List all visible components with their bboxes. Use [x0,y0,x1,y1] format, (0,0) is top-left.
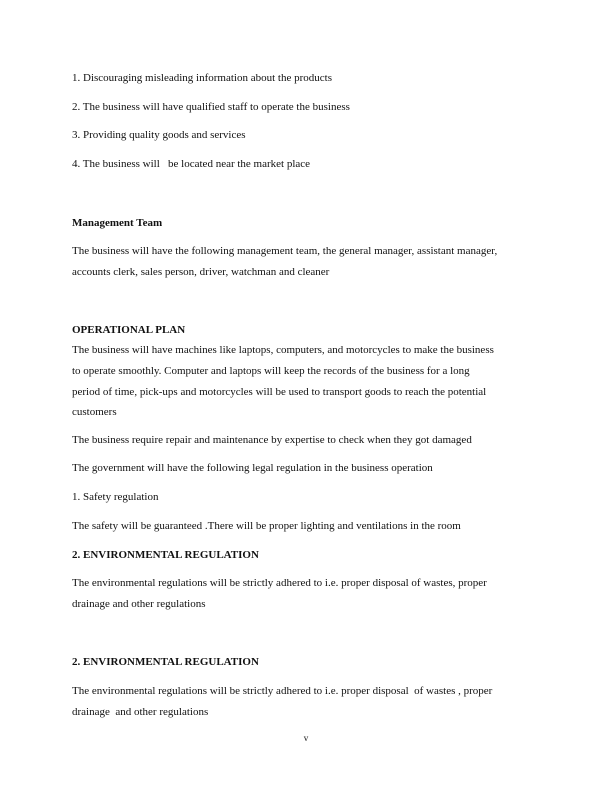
list-item: 1. Discouraging misleading information about the products [72,72,332,84]
repair-text: The business require repair and maintenance by expertise to check when they got damaged [72,434,472,446]
paragraph-line: The environmental regulations will be strictly adhered to i.e. proper disposal of wastes, proper [72,577,487,589]
list-item: 4. The business will be located near the market place [72,158,311,170]
paragraph-line: to operate smoothly. Computer and laptops will keep the records of the business for a long [72,365,470,377]
paragraph-line: drainage and other regulations [72,598,206,610]
paragraph-line: period of time, pick-ups and motorcycles will be used to transport goods to reach the potential [72,386,487,398]
environmental-heading: 2. ENVIRONMENTAL REGULATION [72,549,259,561]
paragraph-line: The environmental regulations will be strictly adhered to i.e. proper disposal of wastes , proper [72,685,493,697]
operational-plan-heading: OPERATIONAL PLAN [72,324,186,336]
environmental-heading: 2. ENVIRONMENTAL REGULATION [72,656,259,668]
list-item: 3. Providing quality goods and services [72,129,246,141]
paragraph-line: The business will have machines like laptops, computers, and motorcycles to make the business [72,344,494,356]
safety-heading: 1. Safety regulation [72,491,159,503]
list-item: 2. The business will have qualified staff to operate the business [72,101,350,113]
paragraph-line: drainage and other regulations [72,706,209,718]
safety-text: The safety will be guaranteed .There will be proper lighting and ventilations in the room [72,520,461,532]
paragraph-line: customers [72,406,117,418]
government-text: The government will have the following legal regulation in the business operation [72,462,433,474]
management-heading: Management Team [72,217,163,229]
paragraph-line: The business will have the following management team, the general manager, assistant manager, [72,245,498,257]
page-number: v [303,733,309,743]
paragraph-line: accounts clerk, sales person, driver, watchman and cleaner [72,266,330,278]
